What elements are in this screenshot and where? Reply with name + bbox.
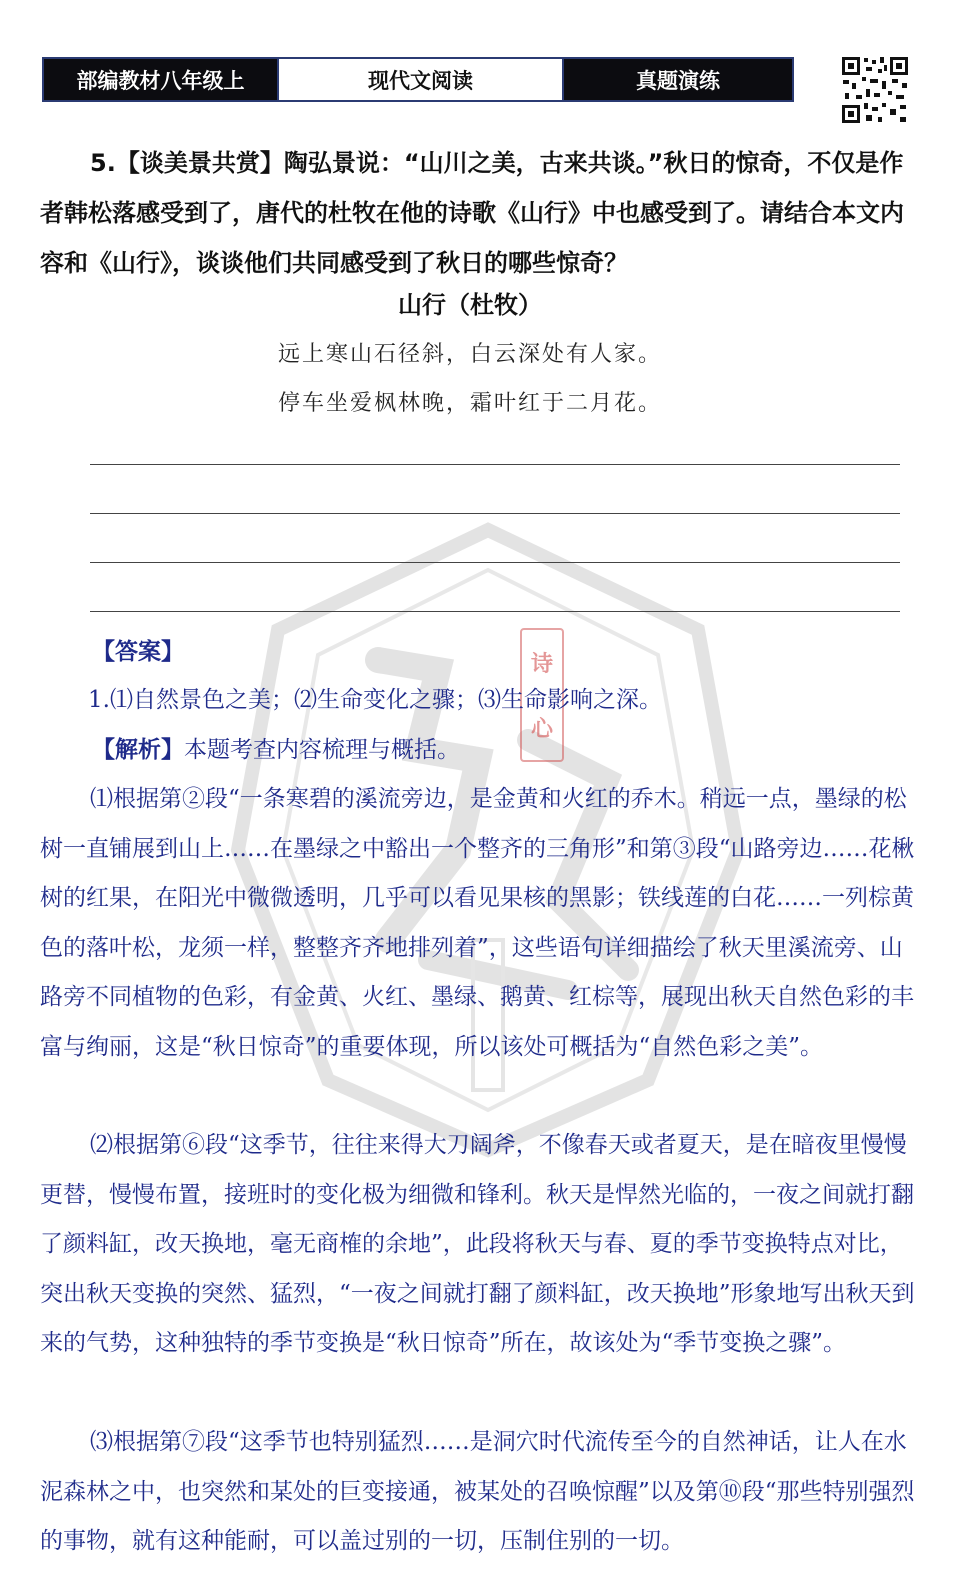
seal-stamp-char: 诗 [530, 651, 553, 677]
qr-code-icon [840, 55, 910, 125]
answer-line [90, 513, 900, 514]
answer-line [90, 611, 900, 612]
analysis-point-3: ⑶根据第⑦段“这季节也特别猛烈……是洞穴时代流传至今的自然神话，让人在水泥森林之中，也突然和某处的巨变接通，被某处的召唤惊醒”以及第⑩段“那些特别强烈的事物，就有这种能耐，可以盖过别的一切，压制住别的一切。 [40, 1429, 915, 1554]
poem-line-2: 停车坐爱枫林晚，霜叶红于二月花。 [277, 391, 662, 416]
answer-summary: 1.⑴自然景色之美；⑵生命变化之骤；⑶生命影响之深。 [88, 687, 662, 713]
analysis-point-2: ⑵根据第⑥段“这季节，往往来得大刀阔斧，不像春天或者夏天，是在暗夜里慢慢更替，慢慢布置，接班时的变化极为细微和锋利。秋天是悍然光临的，一夜之间就打翻了颜料缸，改天换地，毫无商榷的余地”，此段将秋天与春、夏的季节变换特点对比，突出秋天变换的突然、猛烈，“一夜之间就打翻了颜料缸，改天换地”形象地写出秋天到来的气势，这种独特的季节变换是“秋日惊奇”所在，故该处为“季节变换之骤”。 [40, 1132, 915, 1356]
answer-label: 【答案】 [92, 638, 184, 665]
header-grade: 部编教材八年级上 [44, 59, 277, 100]
poem-line-1: 远上寒山石径斜，白云深处有人家。 [277, 342, 662, 367]
analysis-heading [92, 725, 967, 776]
seal-stamp-char: 心 [530, 716, 553, 742]
header-bar [42, 57, 794, 102]
answer-line [90, 464, 900, 465]
poem-title: 山行（杜牧） [398, 291, 542, 319]
header-topic: 现代文阅读 [277, 59, 564, 100]
question-text: 5.【谈美景共赏】陶弘景说：“山川之美，古来共谈。”秋日的惊奇，不仅是作者韩松落感受到了，唐代的杜牧在他的诗歌《山行》中也感受到了。请结合本文内容和《山行》，谈谈他们共同感受到了秋日的哪些惊奇？ [40, 149, 904, 277]
header-section: 真题演练 [564, 59, 792, 100]
analysis-intro: 本题考查内容梳理与概括。 [184, 737, 460, 763]
analysis-label: 【解析】 [92, 736, 184, 763]
analysis-point-1: ⑴根据第②段“一条寒碧的溪流旁边，是金黄和火红的乔木。稍远一点，墨绿的松树一直铺展到山上……在墨绿之中豁出一个整齐的三角形”和第③段“山路旁边……花楸树的红果，在阳光中微微透明，几乎可以看见果核的黑影；铁线莲的白花……一列棕黄色的落叶松，龙须一样，整整齐齐地排列着”，这些语句详细描绘了秋天里溪流旁、山路旁不同植物的色彩，有金黄、火红、墨绿、鹅黄、红棕等，展现出秋天自然色彩的丰富与绚丽，这是“秋日惊奇”的重要体现，所以该处可概括为“自然色彩之美”。 [40, 786, 915, 1060]
answer-line [90, 562, 900, 563]
